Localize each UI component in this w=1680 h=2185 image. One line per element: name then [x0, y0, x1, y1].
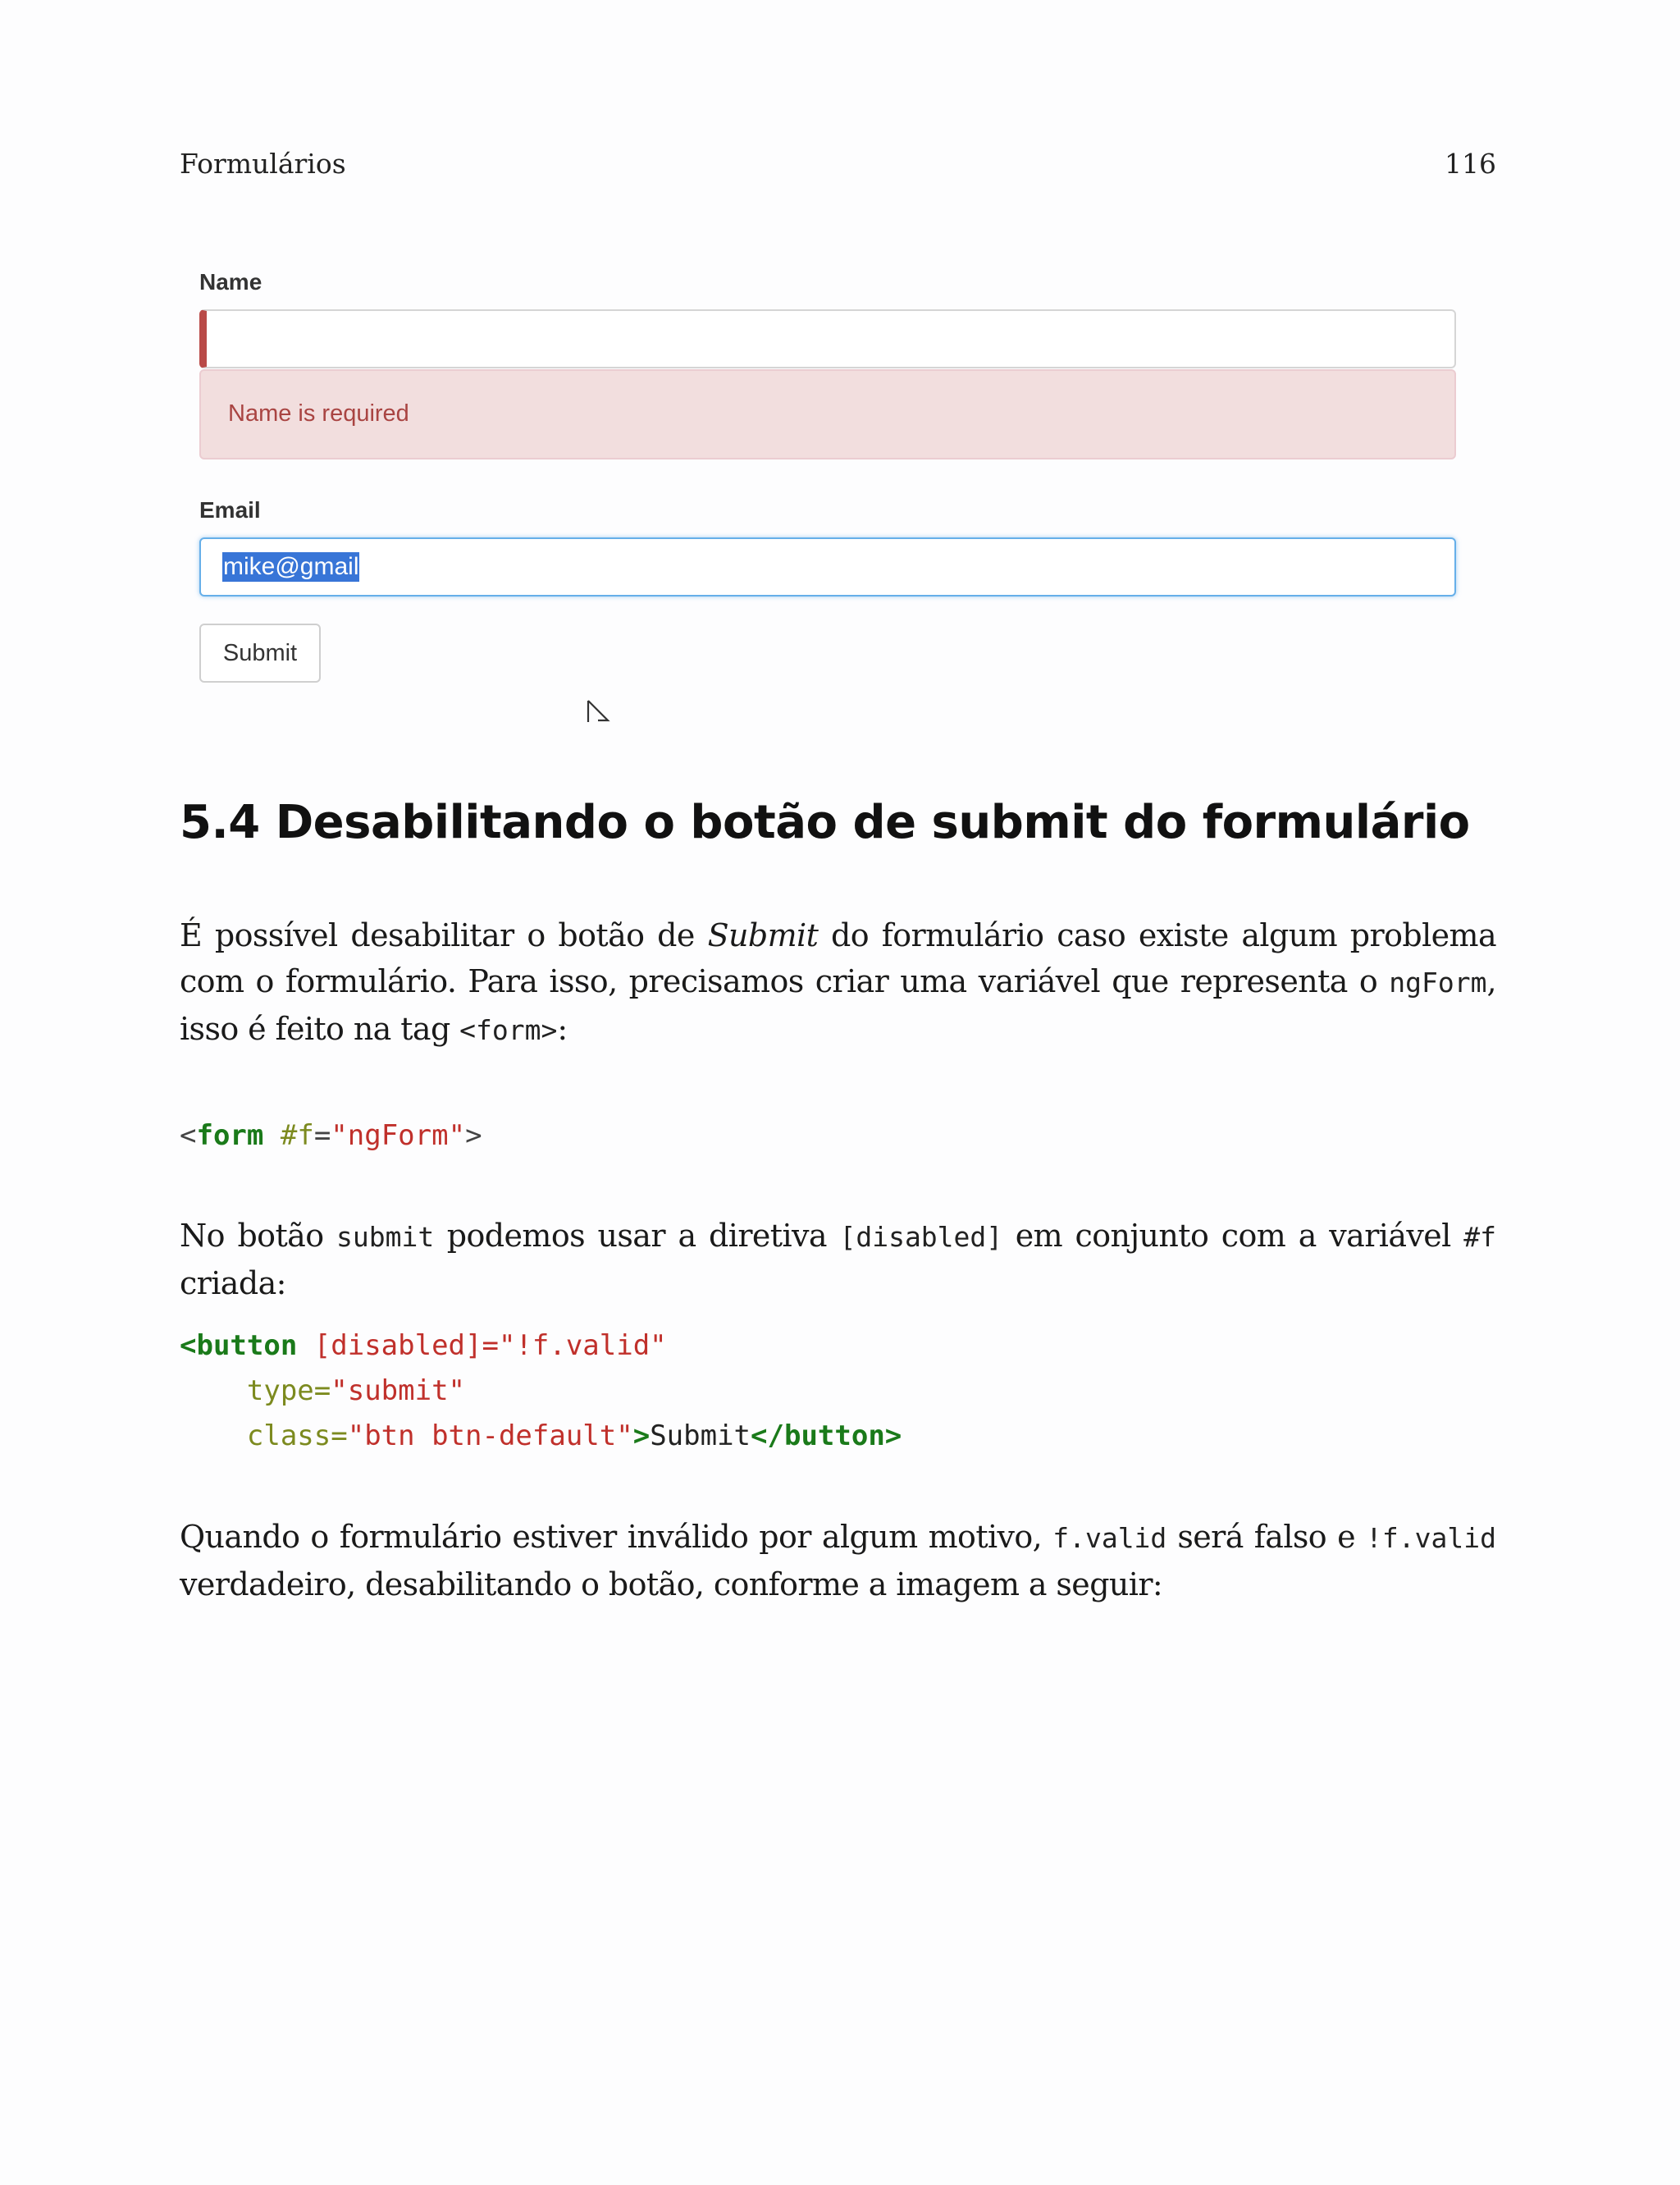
paragraph-invalid-state [180, 1514, 1496, 1607]
inline-code: ngForm [1389, 967, 1487, 999]
paragraph-text: No botão [180, 1218, 337, 1254]
emphasis-text: Submit [707, 917, 819, 953]
section-heading: 5.4 Desabilitando o botão de submit do formulário [180, 796, 1470, 849]
submit-button[interactable]: Submit [199, 624, 321, 683]
inline-code: !f.valid [1366, 1522, 1496, 1554]
code-token: > [632, 1419, 651, 1452]
mouse-cursor-icon [585, 697, 618, 730]
code-token: "btn btn-default" [347, 1419, 633, 1452]
code-token: class= [246, 1419, 348, 1452]
paragraph-text: será falso e [1166, 1519, 1367, 1555]
code-token: < [180, 1119, 197, 1152]
code-token: #f [280, 1119, 314, 1152]
code-indent [180, 1374, 247, 1407]
chapter-title: Formulários [180, 148, 346, 180]
page-number: 116 [1445, 148, 1496, 180]
paragraph-text: É possível desabilitar o botão de [180, 917, 708, 953]
code-indent [180, 1419, 247, 1452]
code-token: type= [246, 1374, 331, 1407]
code-token: <button [180, 1329, 298, 1362]
code-token: "!f.valid" [498, 1329, 667, 1362]
code-token: </button> [751, 1419, 902, 1452]
code-block-button [180, 1323, 902, 1459]
code-token: form [196, 1119, 264, 1152]
email-label: Email [199, 497, 261, 523]
paragraph-text: podemos usar a diretiva [434, 1218, 840, 1254]
paragraph-intro [180, 912, 1496, 1054]
inline-code: [disabled] [839, 1221, 1003, 1253]
code-token: = [313, 1119, 331, 1152]
inline-code: #f [1463, 1221, 1496, 1253]
name-required-alert: Name is required [199, 369, 1456, 459]
paragraph-text: criada: [180, 1265, 286, 1301]
code-block-form [180, 1113, 482, 1159]
name-label: Name [199, 269, 262, 295]
code-token: > [465, 1119, 482, 1152]
paragraph-text: em conjunto com a variável [1002, 1218, 1464, 1254]
email-input-value: mike@gmail [223, 553, 359, 580]
name-input[interactable] [199, 309, 1456, 368]
paragraph-submit-directive [180, 1213, 1496, 1306]
code-token: [disabled]= [313, 1329, 499, 1362]
paragraph-text: Quando o formulário estiver inválido por algum motivo, [180, 1519, 1053, 1555]
inline-code: f.valid [1052, 1522, 1167, 1554]
paragraph-text: verdadeiro, desabilitando o botão, conforme a imagem a seguir: [180, 1566, 1163, 1602]
paragraph-text: , isso é feito na tag [180, 963, 1496, 1047]
paragraph-text: : [557, 1011, 568, 1047]
form-screenshot-figure [199, 263, 1456, 730]
email-input[interactable] [199, 537, 1456, 597]
inline-code: submit [336, 1221, 435, 1253]
paragraph-text: do formulário caso existe algum problema com o formulário. Para isso, precisamos criar uma variável que representa o [180, 917, 1497, 999]
code-token: Submit [650, 1419, 751, 1452]
code-token: "submit" [331, 1374, 466, 1407]
inline-code: <form> [459, 1014, 558, 1046]
code-token: "ngForm" [331, 1119, 466, 1152]
